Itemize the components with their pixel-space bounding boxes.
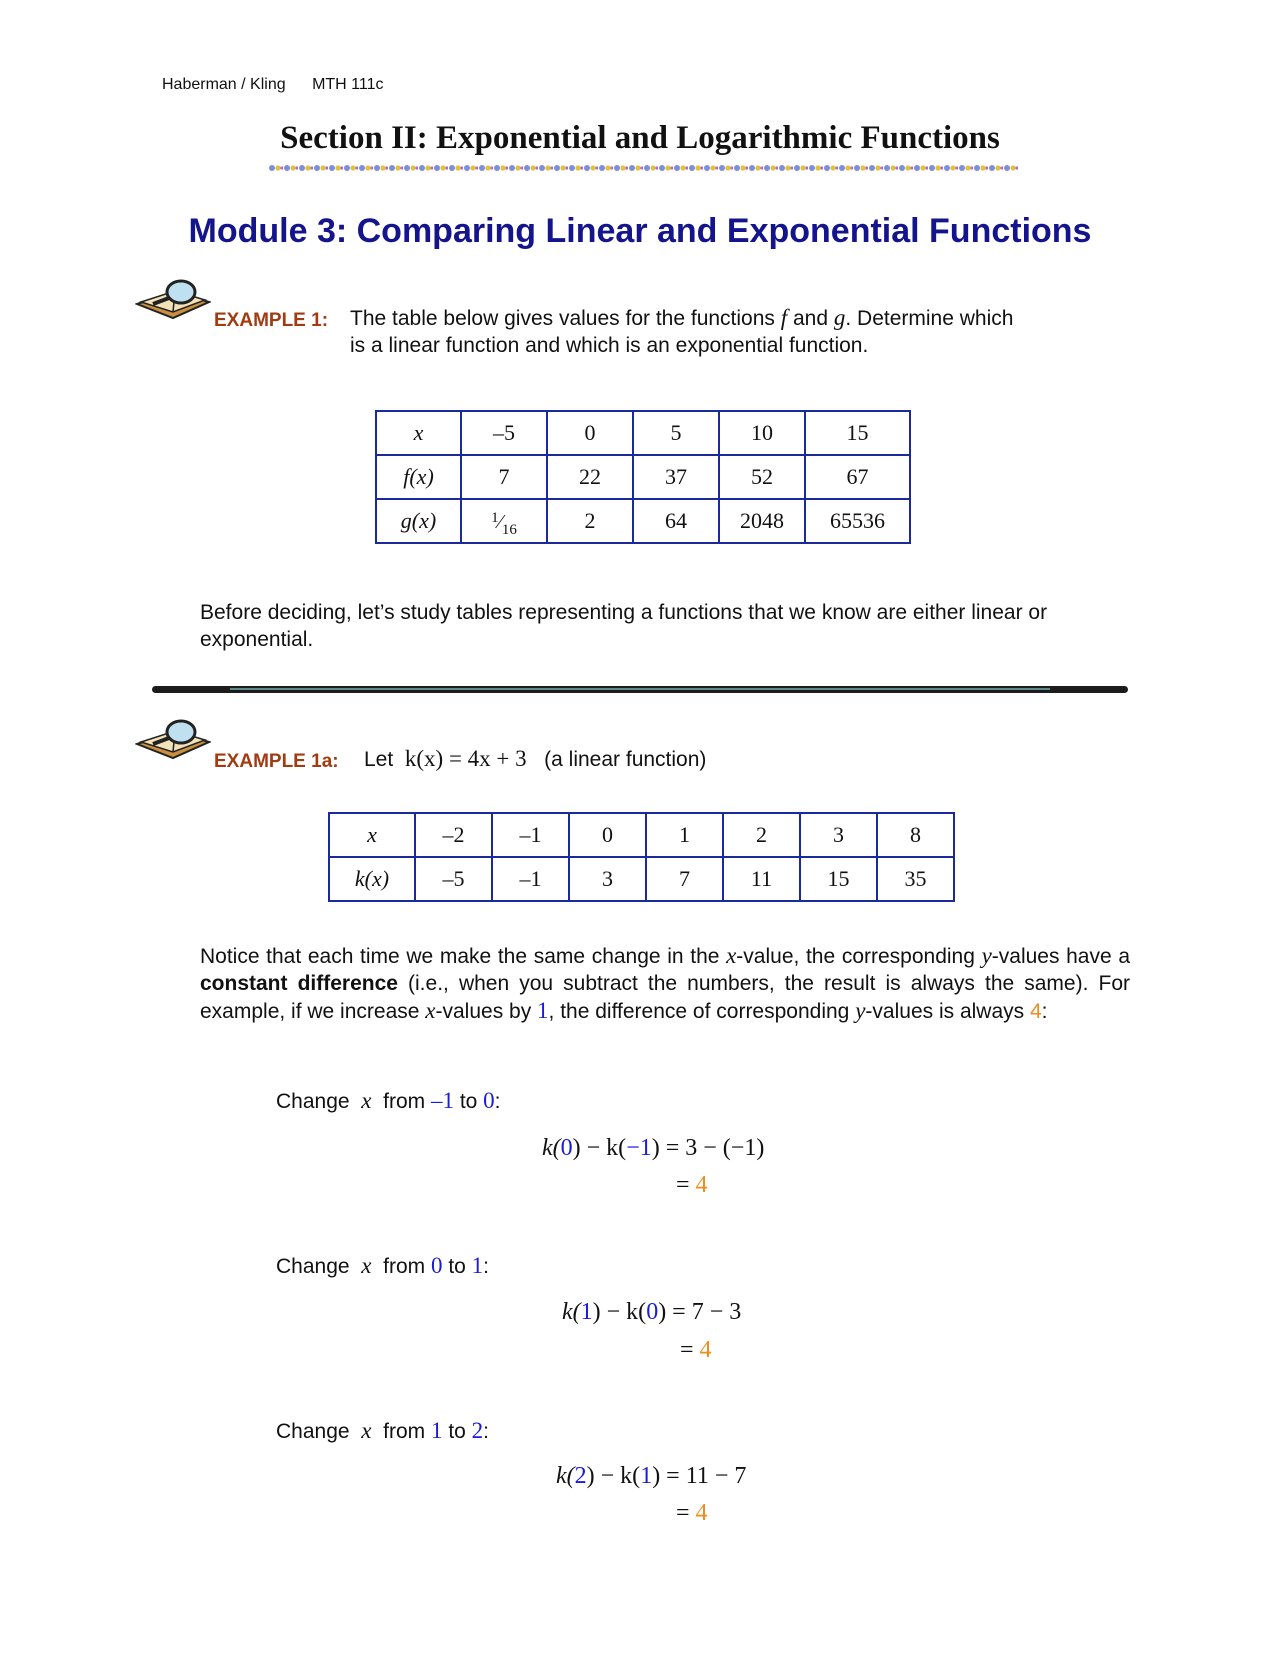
table-row xyxy=(329,813,954,857)
table-cell: 15 xyxy=(805,411,910,455)
example1-text: The table below gives values for the functions f and g. Determine which is a linear function and which is an exponential function. xyxy=(350,305,1014,357)
table-cell: 0 xyxy=(569,813,646,857)
table-cell: 3 xyxy=(569,857,646,901)
module-title: Module 3: Comparing Linear and Exponential Functions xyxy=(188,212,1092,250)
table-cell: 22 xyxy=(547,455,633,499)
table-cell: f(x) xyxy=(376,455,461,499)
table-cell: 52 xyxy=(719,455,805,499)
difference-result-2: = 4 xyxy=(680,1337,712,1363)
table-row xyxy=(329,857,954,901)
table-cell: 1 xyxy=(646,813,723,857)
table-cell: 2048 xyxy=(719,499,805,543)
table-row xyxy=(376,411,910,455)
table-cell: x xyxy=(376,411,461,455)
before-text: Before deciding, let’s study tables representing a functions that we know are either linear or exponential. xyxy=(200,601,1048,651)
table-cell: 3 xyxy=(800,813,877,857)
table-cell: –2 xyxy=(415,813,492,857)
table-cell: –5 xyxy=(415,857,492,901)
table-cell: 10 xyxy=(719,411,805,455)
table-cell: x xyxy=(329,813,415,857)
example1a-text: Let k(x) = 4x + 3 (a linear function) xyxy=(364,746,707,771)
difference-result-3: = 4 xyxy=(676,1500,708,1526)
change-step-3: Change x from 1 to 2: xyxy=(276,1418,490,1443)
table-cell: 5 xyxy=(633,411,719,455)
table-cell: 2 xyxy=(547,499,633,543)
table-row xyxy=(376,455,910,499)
table-cell: 8 xyxy=(877,813,954,857)
example1-label: EXAMPLE 1: xyxy=(214,310,329,331)
table-cell: 65536 xyxy=(805,499,910,543)
table-cell: g(x) xyxy=(376,499,461,543)
change-step-2: Change x from 0 to 1: xyxy=(276,1253,490,1278)
table-cell: 35 xyxy=(877,857,954,901)
notice-paragraph: Notice that each time we make the same change in the x-value, the corresponding y-values have a constant difference (i.e., when you subtract the numbers, the result is always the same). For example, if we increase x-values by 1, the difference of corresponding y-values is always 4: xyxy=(200,943,1130,1023)
table-cell: 67 xyxy=(805,455,910,499)
difference-equation-1: k(0) − k(−1) = 3 − (−1) xyxy=(542,1135,765,1161)
table-cell: 2 xyxy=(723,813,800,857)
table-cell: 37 xyxy=(633,455,719,499)
example1a-label: EXAMPLE 1a: xyxy=(214,751,339,772)
section-divider xyxy=(150,685,1130,694)
table-cell: –5 xyxy=(461,411,547,455)
table-cell: k(x) xyxy=(329,857,415,901)
table-cell: 7 xyxy=(461,455,547,499)
table-cell: –1 xyxy=(492,813,569,857)
change-step-1: Change x from –1 to 0: xyxy=(276,1088,501,1113)
difference-equation-3: k(2) − k(1) = 11 − 7 xyxy=(556,1463,747,1489)
table-cell: 64 xyxy=(633,499,719,543)
table-cell: 15 xyxy=(800,857,877,901)
header-authors: Haberman / Kling xyxy=(162,76,286,93)
table-cell: 7 xyxy=(646,857,723,901)
bead-divider-icon xyxy=(268,162,1018,174)
page-header xyxy=(162,76,384,94)
magnifier-book-icon xyxy=(135,718,211,764)
section-title: Section II: Exponential and Logarithmic Functions xyxy=(280,120,1000,156)
table-cell: 0 xyxy=(547,411,633,455)
difference-result-1: = 4 xyxy=(676,1172,708,1198)
example1a-table xyxy=(328,812,955,902)
header-course: MTH 111c xyxy=(312,76,384,93)
example1-table xyxy=(375,410,911,544)
fraction-cell: $^1⁄_{16}$ xyxy=(461,499,547,543)
table-cell: 11 xyxy=(723,857,800,901)
table-row xyxy=(376,499,910,543)
difference-equation-2: k(1) − k(0) = 7 − 3 xyxy=(562,1299,742,1325)
table-cell: –1 xyxy=(492,857,569,901)
magnifier-book-icon xyxy=(135,278,211,324)
